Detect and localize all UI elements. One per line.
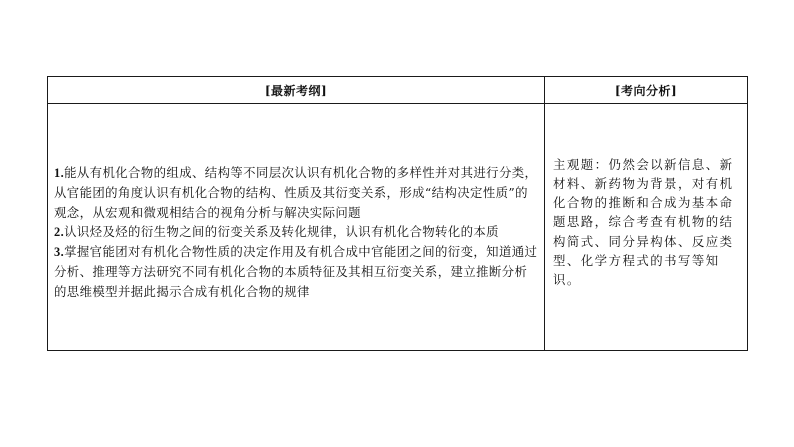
syllabus-cell [48, 104, 545, 351]
syllabus-item-text: 认识烃及烃的衍生物之间的衍变关系及转化规律，认识有机化合物转化的本质 [64, 223, 499, 239]
exam-outline-table [47, 76, 748, 351]
syllabus-list [54, 163, 538, 300]
header-latest-syllabus: [最新考纲] [48, 77, 545, 104]
table-header-row [48, 77, 748, 104]
syllabus-item-number: 3. [54, 245, 65, 260]
syllabus-item-number: 2. [54, 224, 65, 239]
table-body-row [48, 104, 748, 351]
trend-analysis-text: 主观题：仍然会以新信息、新材料、新药物为背景，对有机化合物的推断和合成为基本命题思路，综合考查有机物的结构简式、同分异构体、反应类型、化学方程式的书写等知识。 [553, 156, 734, 287]
syllabus-item-3 [54, 242, 538, 301]
trend-analysis-cell [545, 104, 748, 351]
header-exam-trend-analysis: [考向分析] [545, 77, 748, 104]
syllabus-item-1 [54, 163, 538, 222]
syllabus-item-text: 能从有机化合物的组成、结构等不同层次认识有机化合物的多样性并对其进行分类，从官能团的角度认识有机化合物的结构、性质及其衍变关系，形成“结构决定性质”的观念，从宏观和微观相结合的视角分析与解决实际问题 [54, 165, 538, 220]
syllabus-item-2 [54, 222, 538, 242]
syllabus-item-number: 1. [54, 166, 65, 181]
syllabus-item-text: 掌握官能团对有机化合物性质的决定作用及有机合成中官能团之间的衍变，知道通过分析、推理等方法研究不同有机化合物的本质特征及其相互衍变关系，建立推断分析的思维模型并据此揭示合成有机化合物的规律 [54, 244, 538, 299]
